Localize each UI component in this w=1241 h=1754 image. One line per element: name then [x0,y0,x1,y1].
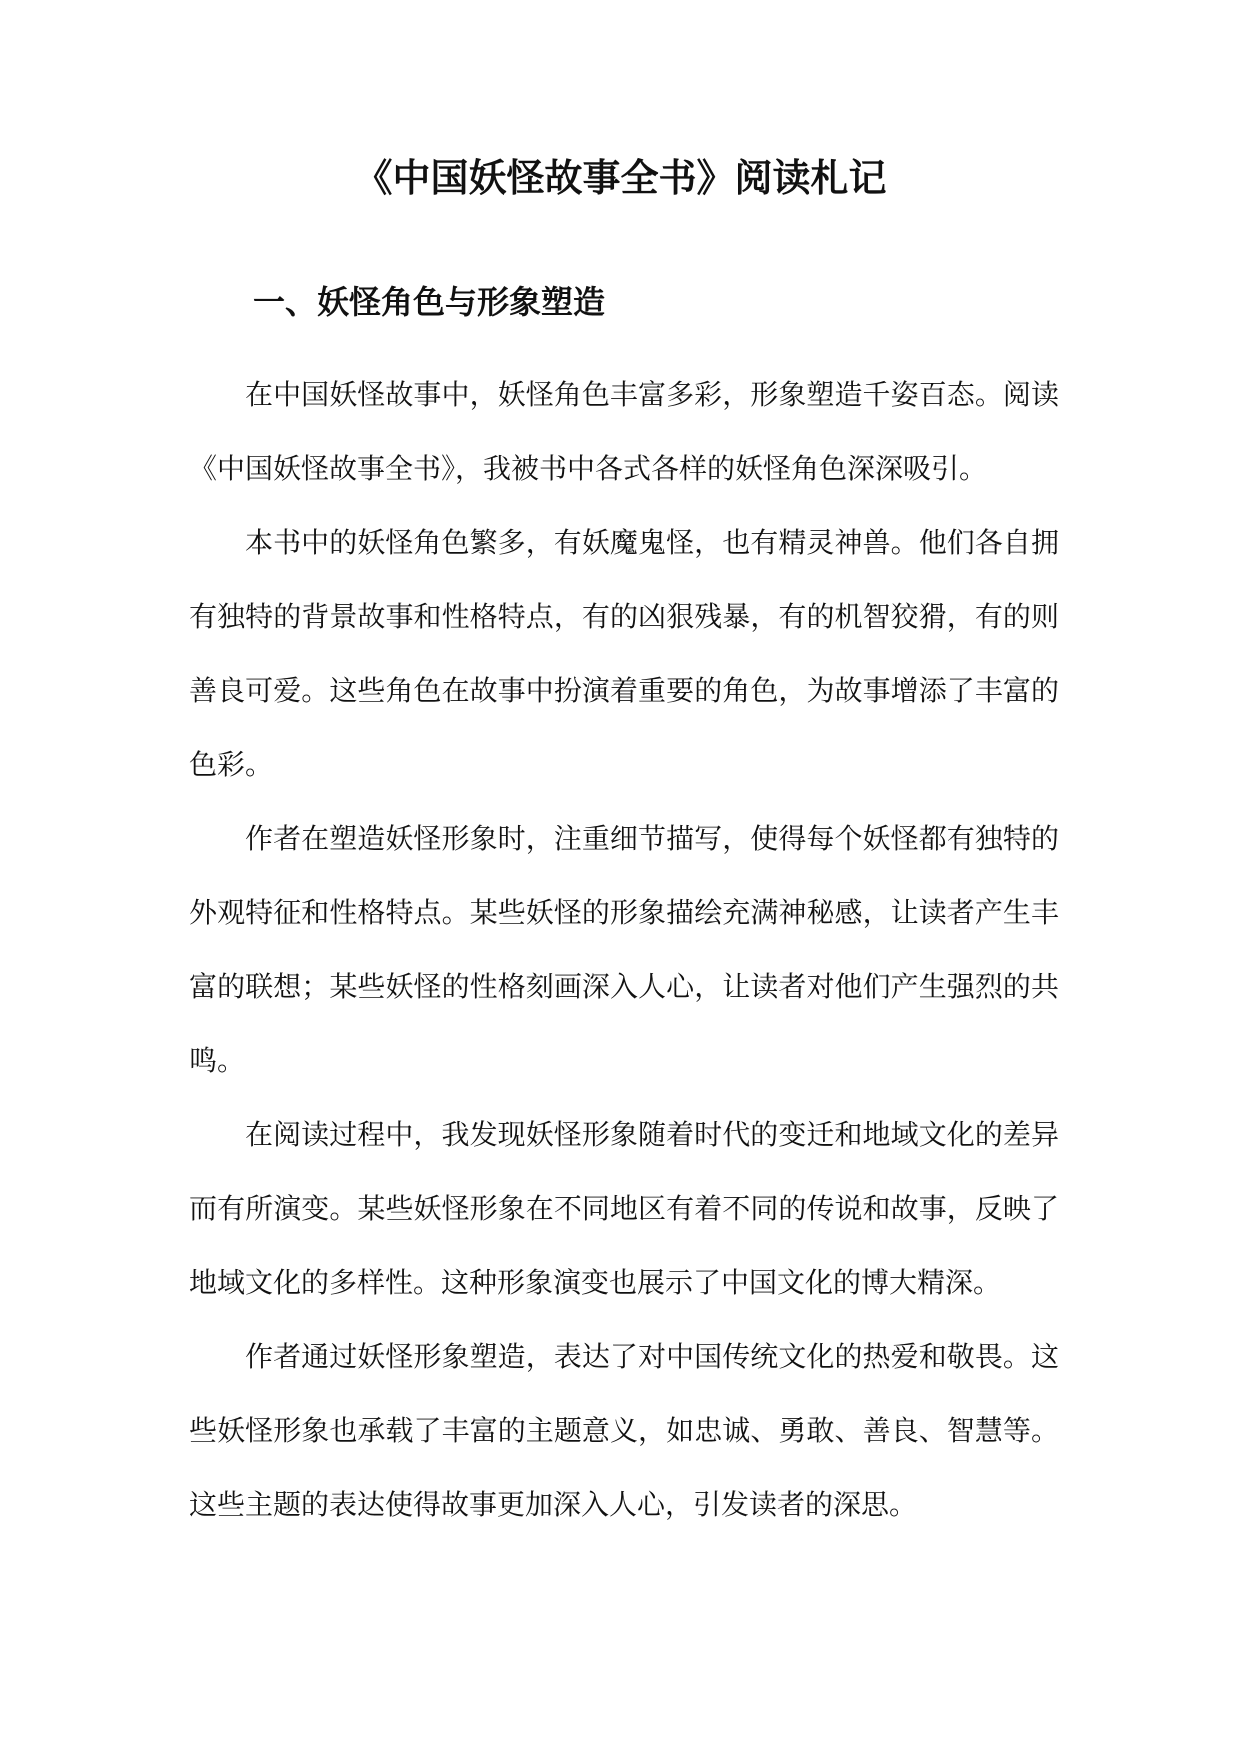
paragraph-3: 作者在塑造妖怪形象时，注重细节描写，使得每个妖怪都有独特的外观特征和性格特点。某些妖怪的形象描绘充满神秘感，让读者产生丰富的联想；某些妖怪的性格刻画深入人心，让读者对他们产生强烈的共鸣。 [189,822,1059,1077]
paragraph-5: 作者通过妖怪形象塑造，表达了对中国传统文化的热爱和敬畏。这些妖怪形象也承载了丰富的主题意义，如忠诚、勇敢、善良、智慧等。这些主题的表达使得故事更加深入人心，引发读者的深思。 [189,1340,1059,1521]
section-body [189,358,1059,1542]
document-title: 《中国妖怪故事全书》阅读札记 [354,155,887,200]
section-heading: 一、妖怪角色与形象塑造 [253,283,606,321]
paragraph-1: 在中国妖怪故事中，妖怪角色丰富多彩，形象塑造千姿百态。阅读《中国妖怪故事全书》，我被书中各式各样的妖怪角色深深吸引。 [189,378,1059,485]
paragraph-4: 在阅读过程中，我发现妖怪形象随着时代的变迁和地域文化的差异而有所演变。某些妖怪形象在不同地区有着不同的传说和故事，反映了地域文化的多样性。这种形象演变也展示了中国文化的博大精深。 [189,1118,1059,1299]
paragraph-2: 本书中的妖怪角色繁多，有妖魔鬼怪，也有精灵神兽。他们各自拥有独特的背景故事和性格特点，有的凶狠残暴，有的机智狡猾，有的则善良可爱。这些角色在故事中扮演着重要的角色，为故事增添了丰富的色彩。 [189,526,1059,781]
